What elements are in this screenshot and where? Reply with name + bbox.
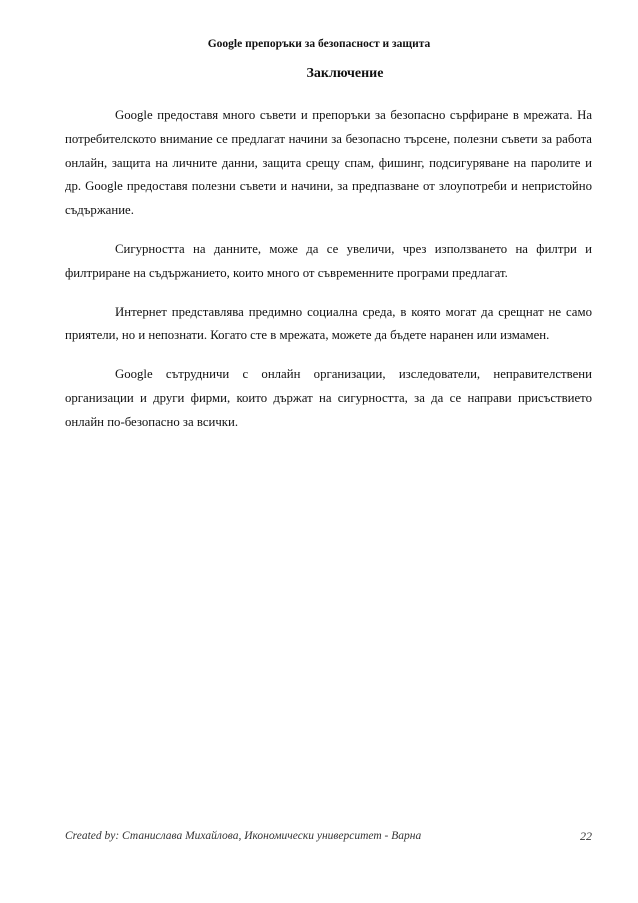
paragraph: Google предоставя много съвети и препоръки за безопасно сърфиране в мрежата. На потребителското внимание се предлагат начини за безопасно търсене, полезни съвети за работа онлайн, защита на личните данни, защита срещу спам, фишинг, подсигуряване на паролите и др. Google предоставя полезни съвети и начини, за предпазване от злоупотреби и непристойно съдържание.	[65, 108, 592, 218]
section-title: Заключение	[306, 66, 384, 81]
page-footer	[65, 826, 592, 846]
paragraph: Google сътрудничи с онлайн организации, изследователи, неправителствени организации и други фирми, които държат на сигурността, за да се направи присъствието онлайн по-безопасно за всички.	[65, 367, 592, 429]
body-text	[65, 104, 592, 450]
footer-credit: Created by: Станислава Михайлова, Икономически университет - Варна	[65, 830, 422, 842]
running-header: Google препоръки за безопасност и защита	[207, 38, 431, 50]
paragraph: Интернет представлява предимно социална среда, в която могат да срещнат не само приятели, но и непознати. Когато сте в мрежата, можете да бъдете наранен или измамен.	[65, 304, 592, 343]
page-number: 22	[580, 829, 592, 843]
paragraph: Сигурността на данните, може да се увеличи, чрез използването на филтри и филтриране на съдържанието, които много от съвременните програми предлагат.	[65, 241, 592, 280]
